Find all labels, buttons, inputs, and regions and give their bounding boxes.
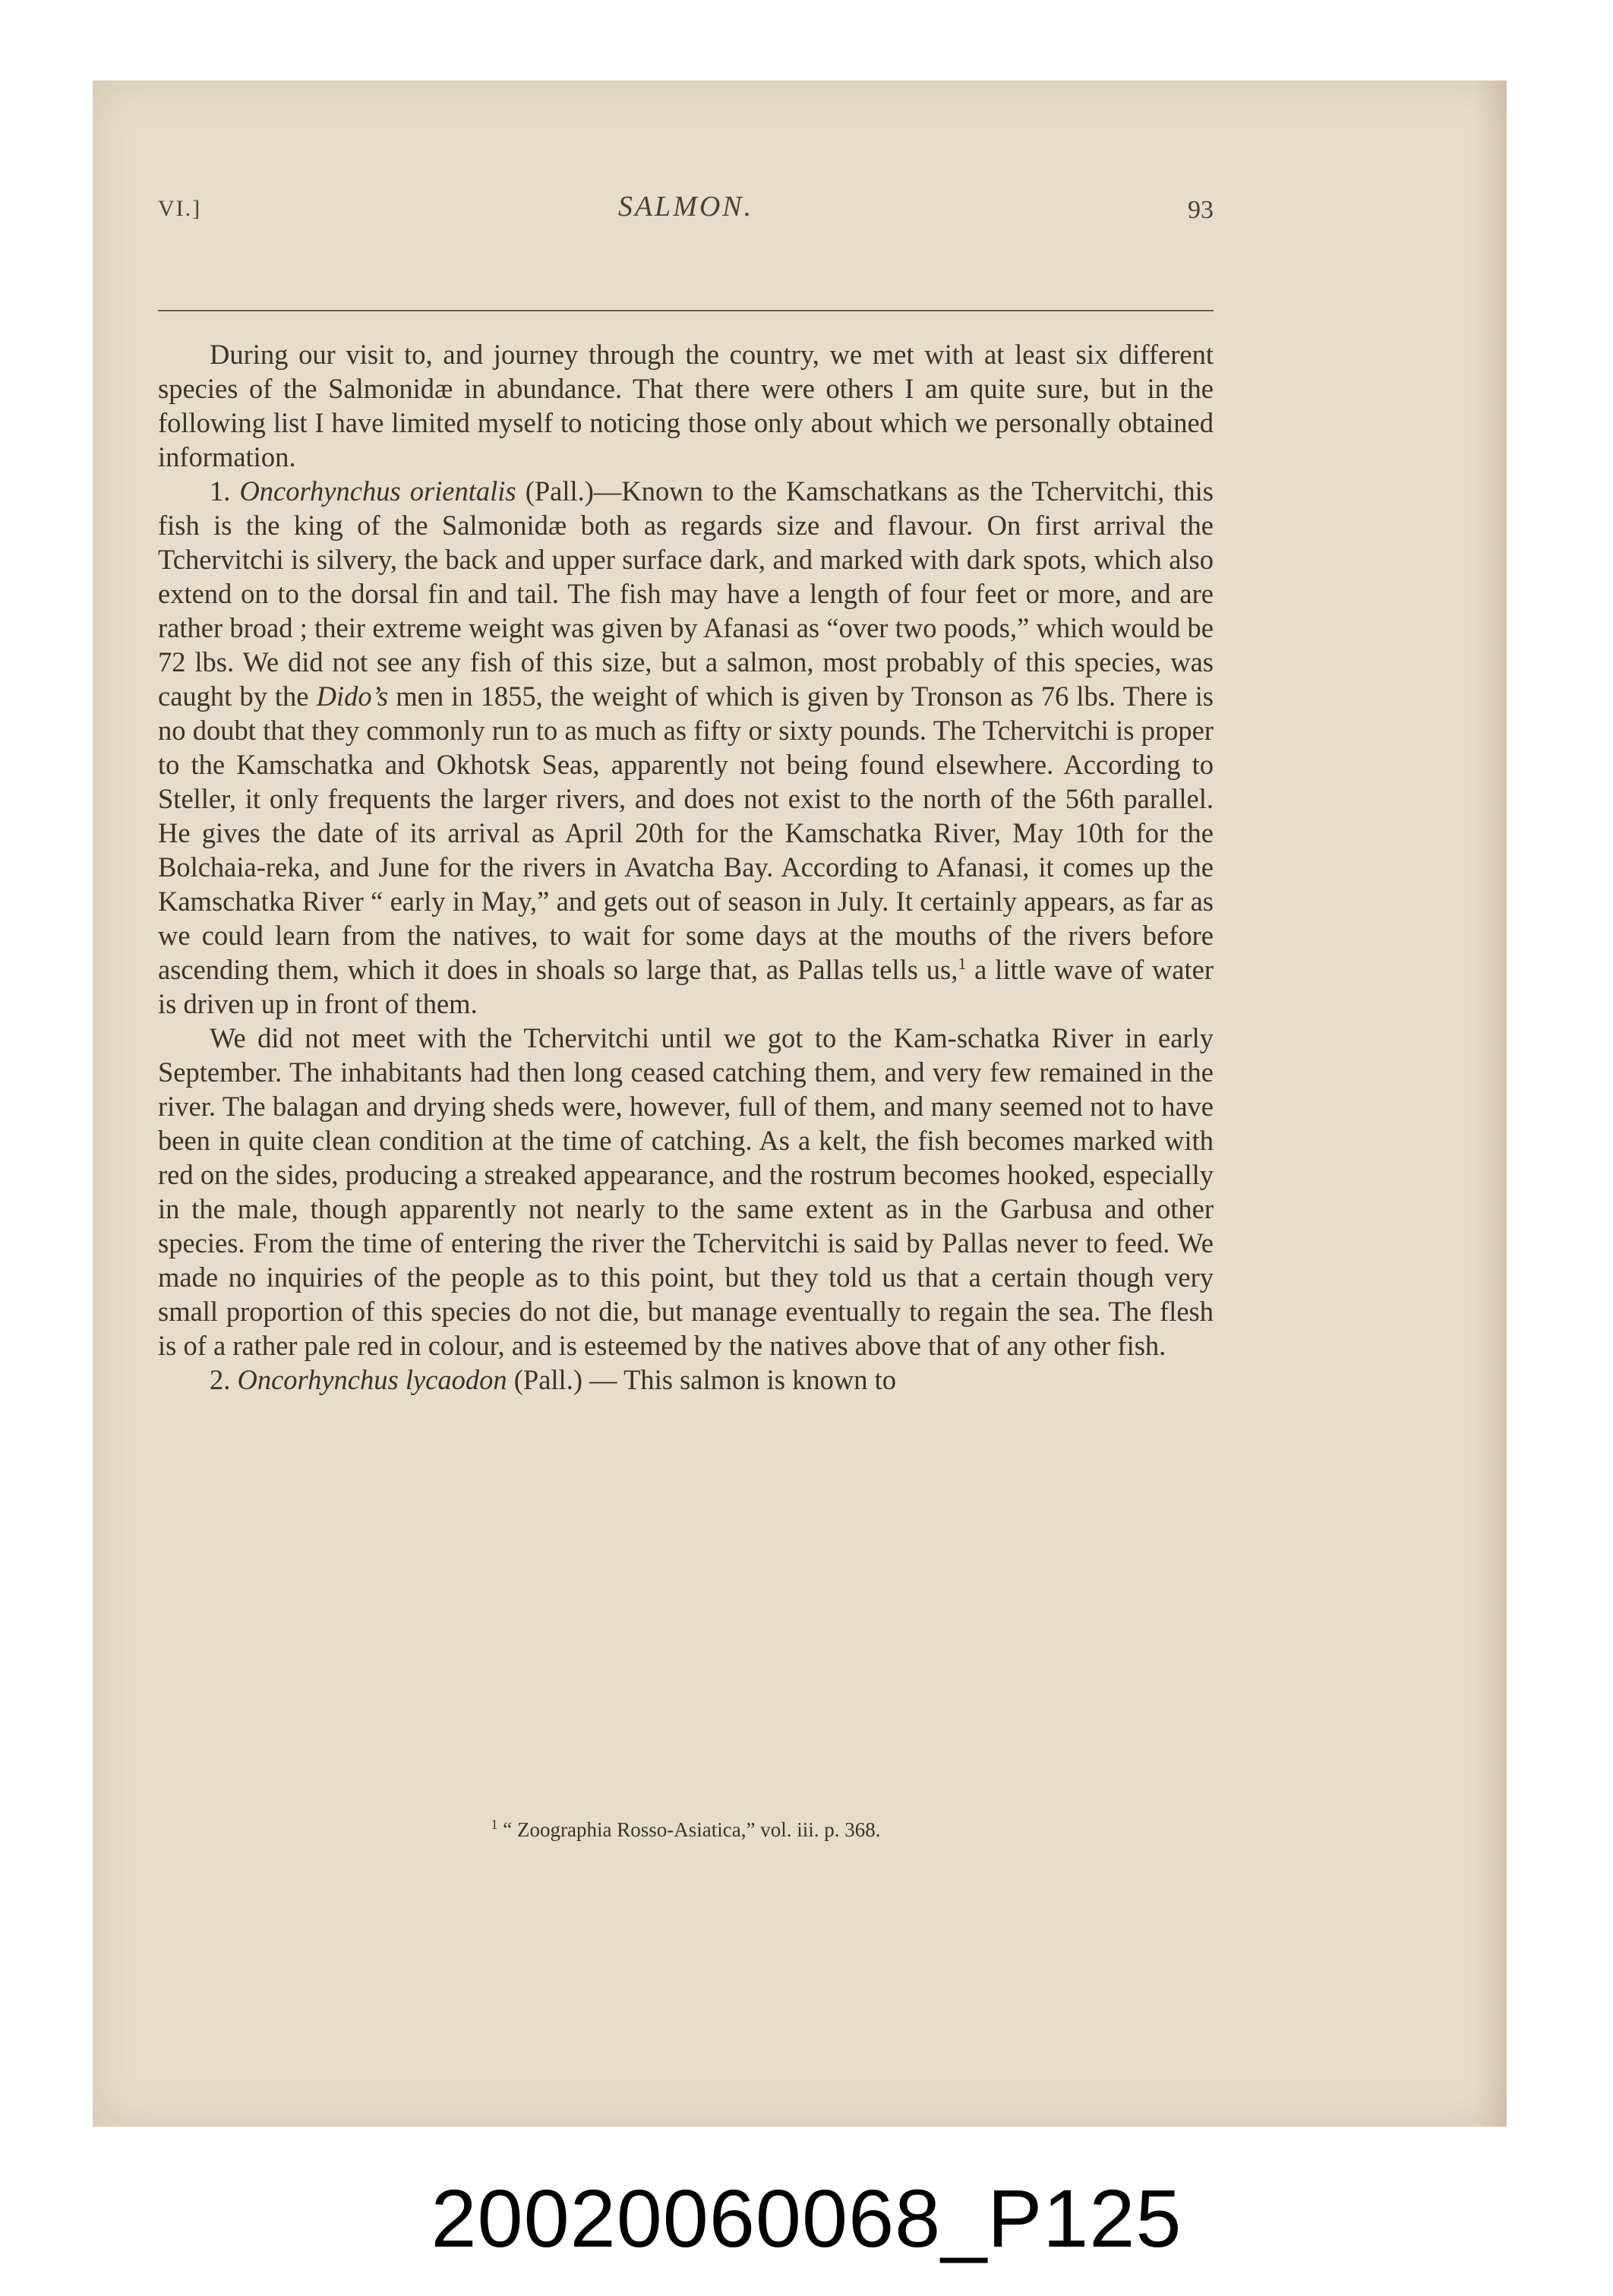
species-number: 1.: [210, 475, 231, 507]
footnote-text: “ Zoographia Rosso-Asiatica,” vol. iii. p. 368.: [503, 1818, 881, 1841]
chapter-number: VI.]: [158, 196, 202, 221]
paragraph-text: men in 1855, the weight of which is given by Tronson as 76 lbs. There is no doubt that they commonly run to as much as fifty or sixty pounds. The Tchervitchi is proper to the Kamschatka and Okhotsk Seas, apparently not being found elsewhere. According to Steller, it only frequents the larger rivers, and does not exist to the north of the 56th parallel. He gives the date of its arrival as April 20th for the Kamschatka River, May 10th for the Bolchaia-reka, and June for the rivers in Avatcha Bay. According to Afanasi, it comes up the Kamschatka River “ early in May,” and gets out of season in July. It certainly appears, as far as we could learn from the natives, to wait for some days at the mouths of the rivers before ascending them, which it does in shoals so large that, as Pallas tells us,: [158, 681, 1214, 985]
paragraph-intro: During our visit to, and journey through the country, we met with at least six different species of the Salmonidæ in abundance. That there were others I am quite sure, but in the following list I have limited myself to noticing those only about which we personally obtained information.: [158, 339, 1214, 472]
scan-id-caption: 20020060068_P125: [431, 2172, 1182, 2264]
species-number: 2.: [210, 1364, 231, 1395]
header-rule: [158, 310, 1214, 311]
running-title: SALMON.: [617, 191, 754, 223]
paragraph-text: (Pall.) — This salmon is known to: [513, 1364, 896, 1395]
paragraph-text: a little wave of water is driven up in front of them.: [158, 954, 1214, 1019]
page-number: 93: [1188, 196, 1214, 224]
paragraph-species-1: [158, 474, 1214, 1021]
paragraph-kelt: We did not meet with the Tchervitchi until we got to the Kam-schatka River in early September. The inhabitants had then long ceased catching them, and very few remained in the river. The balagan and drying sheds were, however, full of them, and many seemed not to have been in quite clean condition at the time of catching. As a kelt, the fish becomes marked with red on the sides, producing a streaked appearance, and the rostrum becomes hooked, especially in the male, though apparently not nearly to the same extent as in the Garbusa and other species. From the time of entering the river the Tchervitchi is said by Pallas never to feed. We made no inquiries of the people as to this point, but they told us that a certain though very small proportion of this species do not die, but manage eventually to regain the sea. The flesh is of a rather pale red in colour, and is esteemed by the natives above that of any other fish.: [158, 1022, 1214, 1361]
footnote-marker: 1: [491, 1817, 498, 1832]
species-name: Oncorhynchus orientalis: [239, 475, 516, 507]
footnote: [158, 1818, 1214, 1842]
species-name: Oncorhynchus lycaodon: [237, 1364, 507, 1395]
running-head: [158, 190, 1214, 235]
paragraph-text: (Pall.)—Known to the Kamschatkans as the Tchervitchi, this fish is the king of the Salmonidæ both as regards size and flavour. On first arrival the Tchervitchi is silvery, the back and upper surface dark, and marked with dark spots, which also extend on to the dorsal fin and tail. The fish may have a length of four feet or more, and are rather broad ; their extreme weight was given by Afanasi as “over two poods,” which would be 72 lbs. We did not see any fish of this size, but a salmon, most probably of this species, was caught by the: [158, 475, 1214, 712]
paragraph-species-2: [158, 1363, 1214, 1397]
ship-name: Dido’s: [316, 681, 389, 712]
footnote-reference: 1: [958, 953, 967, 973]
page-edge-shadow: [1476, 81, 1507, 2127]
body-text: [158, 337, 1214, 1397]
